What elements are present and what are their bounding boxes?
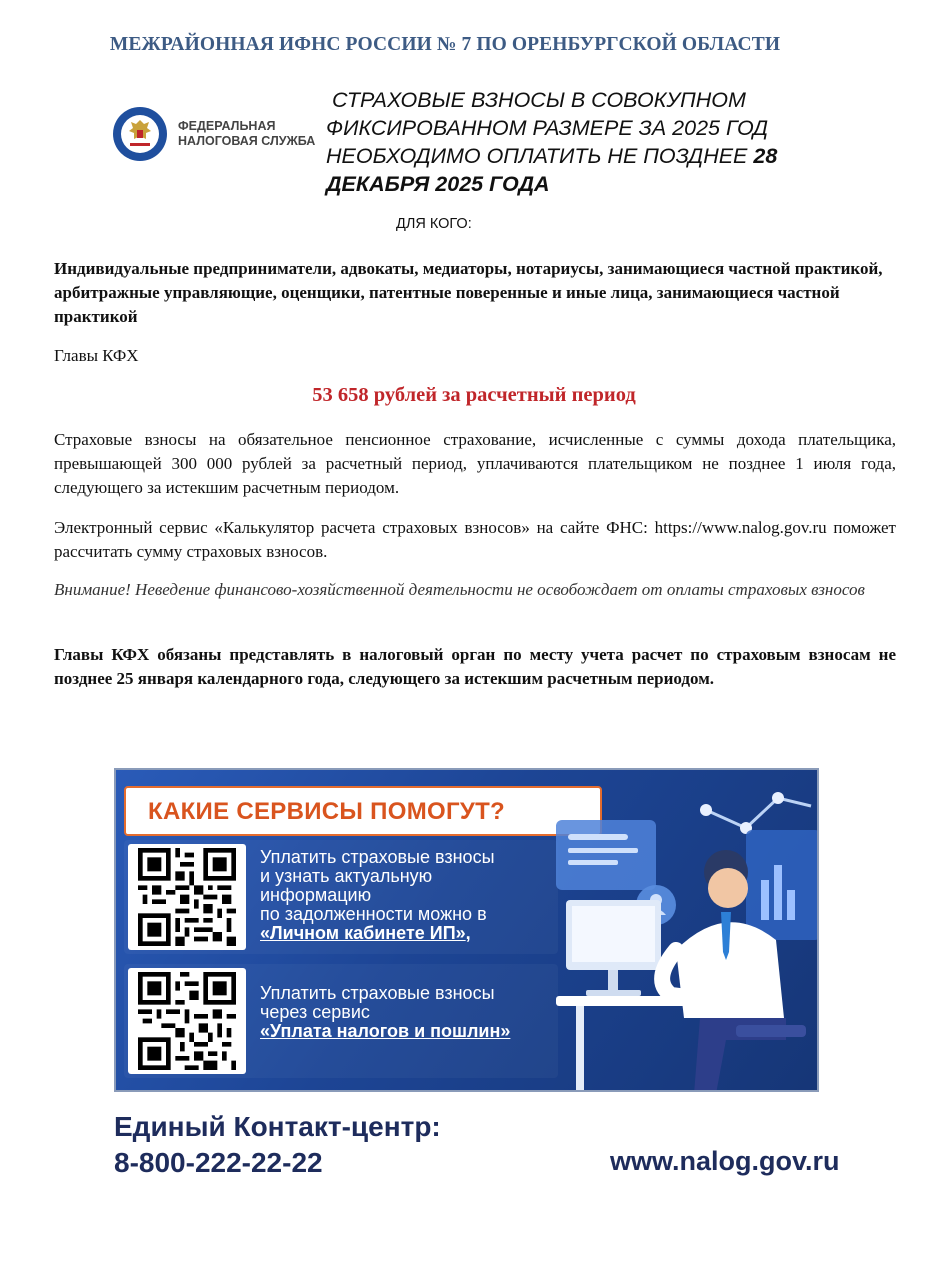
brand-line-1: ФЕДЕРАЛЬНАЯ: [178, 119, 276, 133]
headline-line-3-text: НЕОБХОДИМО ОПЛАТИТЬ НЕ ПОЗДНЕЕ: [326, 144, 754, 168]
website-link[interactable]: www.nalog.gov.ru: [610, 1146, 840, 1176]
office-header: МЕЖРАЙОННАЯ ИФНС РОССИИ № 7 ПО ОРЕНБУРГСКОЙ ОБЛАСТИ: [109, 34, 781, 55]
service-card-payment: [124, 964, 558, 1078]
brand-line-2: НАЛОГОВАЯ СЛУЖБА: [178, 134, 316, 148]
svc2-line-1: Уплатить страховые взносы: [260, 983, 495, 1003]
kfh-reporting-paragraph: Главы КФХ обязаны представлять в налоговый орган по месту учета расчет по страховым взносам не позднее 25 января календарного года, следующего за истекшим расчетным периодом.: [54, 645, 896, 688]
headline-day: 28: [753, 144, 778, 168]
kfh-heads: Главы КФХ: [54, 346, 139, 365]
payment-link[interactable]: «Уплата налогов и пошлин»: [260, 1021, 511, 1041]
svc1-line-1: Уплатить страховые взносы: [260, 847, 495, 867]
service-card-cabinet: [124, 840, 558, 954]
office-worker-illustration: [556, 770, 819, 1092]
headline-line-3: [326, 142, 886, 170]
svc1-line-4: по задолженности можно в: [260, 904, 487, 924]
svc2-link-line: [260, 1022, 560, 1041]
pension-paragraph: Страховые взносы на обязательное пенсионное страхование, исчисленные с суммы дохода плательщика, превышающей 300 000 рублей за расчетный период, уплачиваются плательщиком не позднее 1 июля года, следующего за истекшим расчетным периодом.: [54, 430, 896, 497]
svc1-link-line: [260, 924, 560, 943]
svc1-line-2: и узнать актуальную: [260, 866, 433, 886]
payers-list: Индивидуальные предприниматели, адвокаты, медиаторы, нотариусы, занимающиеся частной практикой, арбитражные управляющие, оценщики, патентные поверенные и иные лица, занимающиеся частной практикой: [54, 259, 883, 326]
svc2-line-2: через сервис: [260, 1002, 370, 1022]
for-whom-label: ДЛЯ КОГО:: [396, 216, 472, 232]
qr-code-payment[interactable]: [128, 968, 246, 1074]
banner-title: КАКИЕ СЕРВИСЫ ПОМОГУТ?: [124, 786, 602, 836]
qr-code-cabinet[interactable]: [128, 844, 246, 950]
contribution-amount: 53 658 рублей за расчетный период: [312, 384, 636, 406]
calculator-paragraph: Электронный сервис «Калькулятор расчета страховых взносов» на сайте ФНС: https://www.nalog.gov.ru поможет рассчитать сумму страховых взносов.: [54, 518, 896, 561]
fns-logo: [112, 106, 322, 164]
contact-center-phone[interactable]: 8-800-222-22-22: [114, 1147, 323, 1178]
attention-paragraph: Внимание! Неведение финансово-хозяйственной деятельности не освобождает от оплаты страховых взносов: [54, 580, 865, 599]
headline-line-4: ДЕКАБРЯ 2025 ГОДА: [326, 172, 550, 196]
cabinet-link-comma: ,: [465, 923, 471, 943]
headline-line-1: СТРАХОВЫЕ ВЗНОСЫ В СОВОКУПНОМ: [332, 88, 746, 112]
svc1-line-3: информацию: [260, 885, 372, 905]
fns-emblem-icon: [112, 106, 168, 162]
cabinet-link[interactable]: «Личном кабинете ИП»: [260, 923, 466, 943]
headline-line-2: ФИКСИРОВАННОМ РАЗМЕРЕ ЗА 2025 ГОД: [326, 116, 769, 140]
qr-code-icon: [138, 848, 236, 946]
contact-center-label: Единый Контакт-центр:: [114, 1111, 441, 1142]
headline: [326, 86, 886, 198]
services-banner: [114, 768, 819, 1092]
qr-code-icon: [138, 972, 236, 1070]
contact-center: [114, 1109, 441, 1181]
